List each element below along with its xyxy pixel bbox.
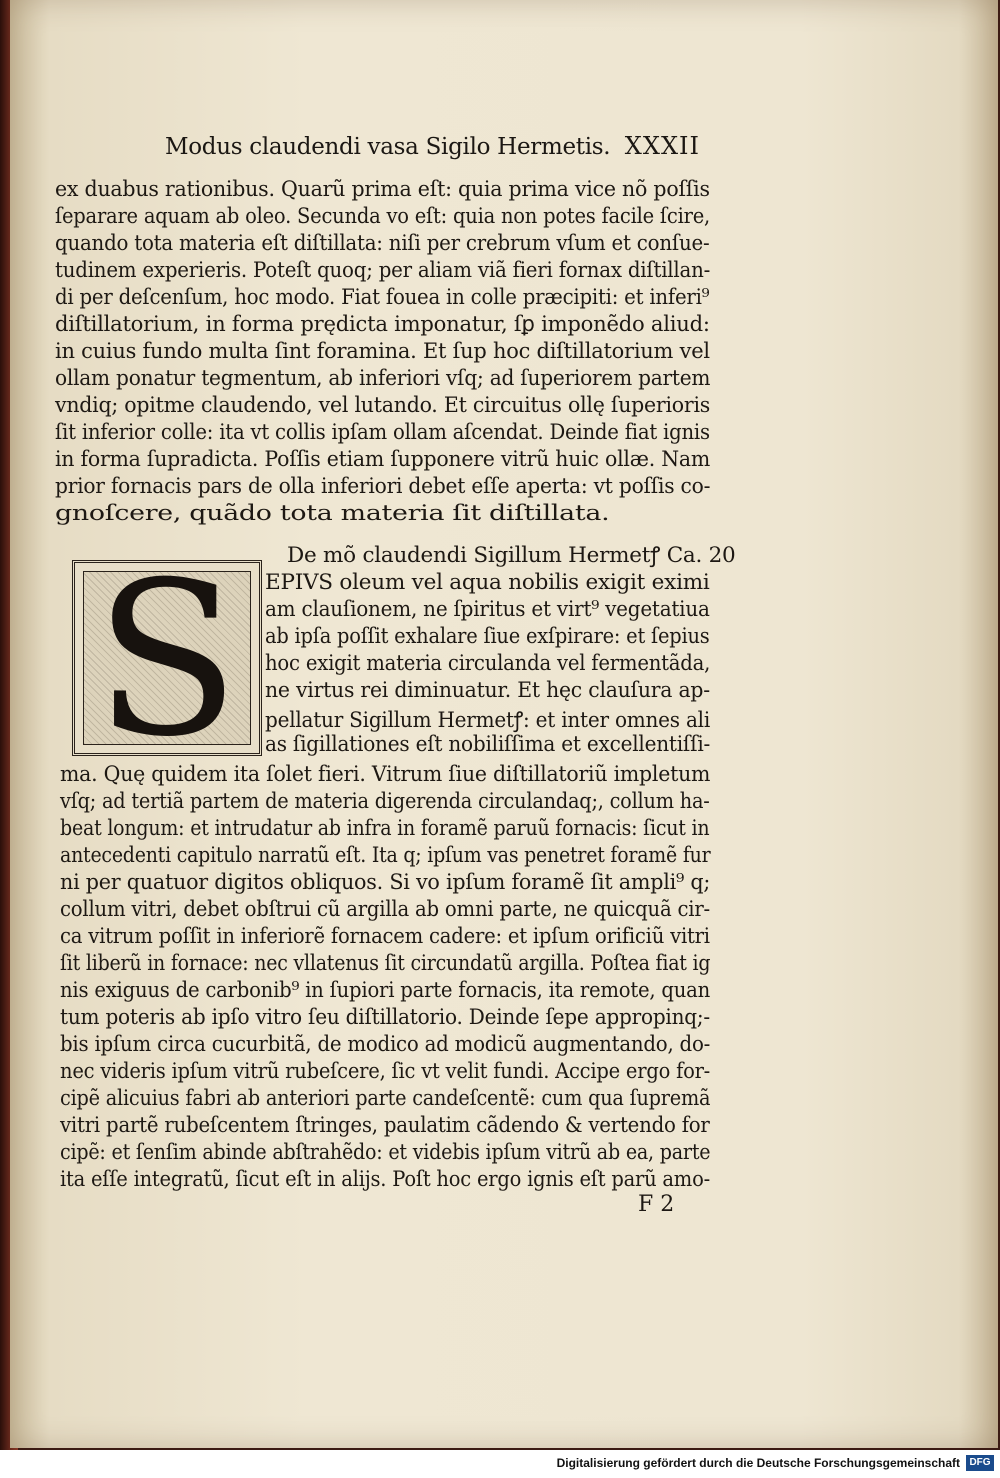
text-line: ni per quatuor digitos obliquos. Si vo ipſum foramẽ ſit ampli⁹ q; (60, 870, 711, 895)
text-line: ollam ponatur tegmentum, ab inferiori vſq; ad ſuperiorem partem (55, 366, 711, 391)
text-line: ita eſſe integratũ, ſicut eſt in alijs. Poſt hoc ergo ignis eſt parũ amo- (60, 1167, 710, 1192)
chapter-heading: De mõ claudendi Sigillum Hermetꝭ Ca. 20 (287, 543, 736, 568)
text-line: hoc exigit materia circulanda vel fermentãda, (265, 651, 711, 676)
text-line: as ſigillationes eſt nobiliſſima et excellentiſſi- (265, 732, 711, 757)
text-line: ſit inferior colle: ita vt collis ipſam ollam aſcendat. Deinde fiat ignis (55, 420, 710, 445)
text-line: di per deſcenſum, hoc modo. Fiat fouea in colle præcipiti: et inferi⁹ (55, 285, 710, 310)
folio-number: XXXII (624, 132, 700, 160)
text-line: nis exiguus de carbonib⁹ in ſupiori parte fornacis, ita remote, quan (60, 978, 711, 1003)
dfg-logo: DFG (966, 1455, 994, 1471)
text-line: prior fornacis pars de olla inferiori debet eſſe aperta: vt poſſis co- (55, 474, 711, 499)
text-line: ma. Quę quidem ita ſolet fieri. Vitrum ſiue diſtillatoriũ impletum (60, 762, 711, 787)
text-line: vſq; ad tertiã partem de materia digerenda circulandaq;, collum ha- (60, 789, 710, 814)
text-line: in forma ſupradicta. Poſſis etiam ſupponere vitrũ huic ollæ. Nam (55, 447, 711, 472)
footer-bar (0, 1450, 1000, 1478)
signature-mark: F 2 (638, 1192, 675, 1217)
text-line: tum poteris ab ipſo vitro ſeu diſtillatorio. Deinde ſepe appropinq;- (60, 1005, 710, 1030)
text-line: beat longum: et intrudatur ab infra in foramẽ paruũ fornacis: ſicut in (60, 816, 710, 841)
text-line: quando tota materia eſt diſtillata: niſi per crebrum vſum et conſue- (55, 231, 710, 256)
text-line: antecedenti capitulo narratũ eſt. Ita q; ipſum vas penetret foramẽ fur (60, 843, 711, 868)
text-line: collum vitri, debet obſtrui cũ argilla ab omni parte, ne quicquã cir- (60, 897, 710, 922)
text-line: ſeparare aquam ab oleo. Secunda vo eſt: quia non potes facile ſcire, (55, 204, 711, 229)
text-line: ca vitrum poſſit in inferiorẽ fornacem cadere: et ipſum orificiũ vitri (60, 924, 710, 949)
text-line: vndiq; opitme claudendo, vel lutando. Et circuitus ollę ſuperioris (55, 393, 711, 418)
text-line: pellatur Sigillum Hermetꝭ: et inter omnes ali (265, 708, 711, 733)
text-line: nec videris ipſum vitrũ rubeſcere, ſic vt velit fundi. Accipe ergo for- (60, 1059, 711, 1084)
text-line: gnoſcere, quãdo tota materia ſit diſtillata. (55, 501, 610, 526)
funding-credit: Digitalisierung gefördert durch die Deutsche Forschungsgemeinschaft (556, 1456, 960, 1470)
text-line: am clauſionem, ne ſpiritus et virt⁹ vegetatiua (265, 597, 710, 622)
text-line: cipẽ alicuius fabri ab anteriori parte candeſcentẽ: cum qua ſupremã (60, 1086, 711, 1111)
text-line: ab ipſa poſſit exhalare ſiue exſpirare: et ſepius (265, 624, 710, 649)
text-line: ne virtus rei diminuatur. Et hęc clauſura ap- (265, 678, 710, 703)
decorated-initial (72, 536, 262, 783)
text-line: cipẽ: et ſenſim abinde abſtrahẽdo: et videbis ipſum vitrũ ab ea, parte (60, 1140, 711, 1165)
initial-ornament-field (83, 536, 251, 783)
page-header (165, 130, 700, 170)
text-line: bis ipſum circa cucurbitã, de modico ad modicũ augmentando, do- (60, 1032, 711, 1057)
text-line: in cuius fundo multa ſint foramina. Et ſup hoc diſtillatorium vel (55, 339, 710, 364)
text-line: ſit liberũ in fornace: nec vllatenus ſit circundatũ argilla. Poſtea fiat ig (60, 951, 711, 976)
running-head: Modus claudendi vasa Sigilo Hermetis. (165, 134, 611, 160)
text-line: tudinem experieris. Poteſt quoq; per aliam viã fieri fornax diſtillan- (55, 258, 711, 283)
initial-letter: S (94, 536, 240, 783)
text-line: vitri partẽ rubeſcentem ſtringes, paulatim cãdendo & vertendo for (60, 1113, 710, 1138)
text-line: EPIVS oleum vel aqua nobilis exigit eximi (265, 570, 710, 595)
book-page (10, 0, 998, 1448)
text-line: ex duabus rationibus. Quarũ prima eſt: quia prima vice nõ poſſis (55, 177, 710, 202)
text-line: diſtillatorium, in forma prędicta imponatur, ſꝑ imponẽdo aliud: (55, 312, 710, 337)
